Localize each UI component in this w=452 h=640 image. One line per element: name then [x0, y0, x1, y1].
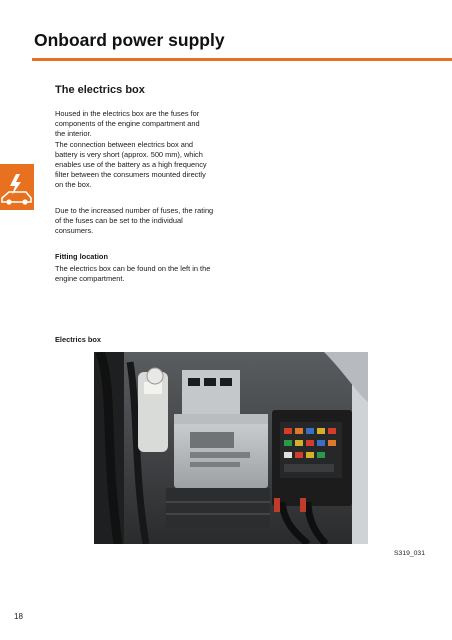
text-line: The connection between electrics box and: [55, 139, 194, 149]
text-line: Housed in the electrics box are the fuses for: [55, 109, 200, 118]
figure-caption: Electrics box: [55, 335, 102, 344]
text-line: components of the engine compartment and: [55, 119, 200, 129]
text-line: consumers.: [55, 226, 94, 236]
page-number: 18: [14, 612, 23, 621]
paragraph-fuses: [55, 109, 233, 191]
page-title: Onboard power supply: [34, 30, 225, 50]
text-line: of the fuses can be set to the individual: [55, 216, 183, 226]
text-line: the interior.: [55, 129, 92, 139]
electrical-lightning-car-icon: [0, 164, 34, 210]
text-line: enables use of the battery as a high frequency: [55, 160, 207, 170]
engine-bay-photo: [94, 352, 368, 544]
side-tab: [0, 164, 34, 210]
text-line: filter between the consumers mounted directly: [55, 170, 206, 180]
engine-bay-illustration: [94, 352, 368, 544]
text-line: Due to the increased number of fuses, the rating: [55, 206, 214, 215]
title-rule: [32, 58, 452, 61]
paragraph-fuse-rating: [55, 206, 233, 237]
fitting-location-subheading: Fitting location: [55, 252, 108, 261]
paragraph-location: [55, 264, 233, 284]
text-line: on the box.: [55, 180, 92, 190]
text-line: The electrics box can be found on the left in the: [55, 264, 211, 273]
text-line: battery is very short (approx. 500 mm), which: [55, 149, 203, 159]
section-heading: The electrics box: [55, 84, 145, 96]
text-line: engine compartment.: [55, 274, 125, 284]
figure-reference: S319_031: [394, 550, 425, 557]
